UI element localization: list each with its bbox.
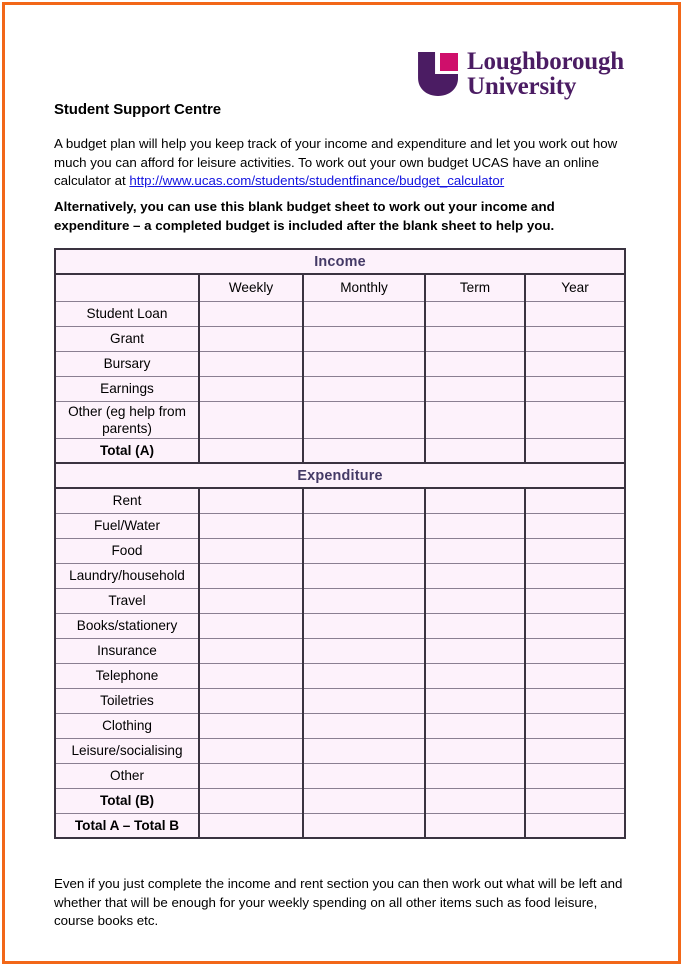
cell-monthly[interactable] <box>303 763 425 788</box>
table-row <box>55 613 625 638</box>
table-row <box>55 513 625 538</box>
cell-term[interactable] <box>425 538 525 563</box>
table-row <box>55 738 625 763</box>
cell-weekly[interactable] <box>199 688 303 713</box>
cell-term[interactable] <box>425 351 525 376</box>
page-title: Student Support Centre <box>54 101 221 118</box>
table-row <box>55 688 625 713</box>
row-label: Travel <box>55 588 199 613</box>
row-label: Earnings <box>55 376 199 401</box>
cell-monthly[interactable] <box>303 738 425 763</box>
table-row <box>55 326 625 351</box>
cell-monthly[interactable] <box>303 326 425 351</box>
table-row <box>55 763 625 788</box>
cell-monthly[interactable] <box>303 613 425 638</box>
cell-term[interactable] <box>425 563 525 588</box>
cell-year[interactable] <box>525 788 625 813</box>
cell-year[interactable] <box>525 688 625 713</box>
row-label: Laundry/household <box>55 563 199 588</box>
loughborough-university-logo <box>418 49 624 99</box>
table-row <box>55 351 625 376</box>
cell-term[interactable] <box>425 613 525 638</box>
cell-term[interactable] <box>425 376 525 401</box>
expenditure-section-heading: Expenditure <box>55 463 625 488</box>
cell-monthly[interactable] <box>303 301 425 326</box>
cell-year[interactable] <box>525 663 625 688</box>
cell-monthly[interactable] <box>303 376 425 401</box>
row-label: Total A – Total B <box>55 813 199 838</box>
cell-year[interactable] <box>525 538 625 563</box>
table-row <box>55 488 625 513</box>
cell-weekly[interactable] <box>199 438 303 463</box>
cell-year[interactable] <box>525 513 625 538</box>
cell-term[interactable] <box>425 488 525 513</box>
table-row <box>55 301 625 326</box>
cell-monthly[interactable] <box>303 788 425 813</box>
footer-paragraph: Even if you just complete the income and rent section you can then work out what will be left and whether that will be enough for your weekly spending on all other items such as food leisure, course books etc. <box>54 876 623 929</box>
row-label: Food <box>55 538 199 563</box>
alternative-note: Alternatively, you can use this blank budget sheet to work out your income and expenditure – a completed budget is included after the blank sheet to help you. <box>54 199 555 233</box>
cell-term[interactable] <box>425 301 525 326</box>
cell-weekly[interactable] <box>199 613 303 638</box>
cell-term[interactable] <box>425 326 525 351</box>
table-row <box>55 713 625 738</box>
cell-term[interactable] <box>425 588 525 613</box>
intro-text: A budget plan will help you keep track of your income and expenditure and let you work out how much you can afford for leisure activities. To work out your own budget UCAS have an online calculator at <box>54 136 618 189</box>
cell-term[interactable] <box>425 638 525 663</box>
logo-line-1: Loughborough <box>467 48 624 75</box>
row-label: Bursary <box>55 351 199 376</box>
cell-year[interactable] <box>525 301 625 326</box>
expenditure-section-header-row <box>55 463 625 488</box>
cell-monthly[interactable] <box>303 663 425 688</box>
cell-term[interactable] <box>425 513 525 538</box>
cell-weekly[interactable] <box>199 513 303 538</box>
table-row-total-difference <box>55 813 625 838</box>
cell-year[interactable] <box>525 563 625 588</box>
cell-weekly[interactable] <box>199 351 303 376</box>
cell-term[interactable] <box>425 401 525 438</box>
cell-monthly[interactable] <box>303 538 425 563</box>
cell-term[interactable] <box>425 663 525 688</box>
cell-year[interactable] <box>525 713 625 738</box>
cell-weekly[interactable] <box>199 401 303 438</box>
cell-weekly[interactable] <box>199 538 303 563</box>
cell-term[interactable] <box>425 713 525 738</box>
table-row <box>55 663 625 688</box>
column-header-weekly: Weekly <box>199 274 303 301</box>
square-accent-icon <box>440 53 458 71</box>
cell-weekly[interactable] <box>199 713 303 738</box>
row-label: Other (eg help from parents) <box>55 401 199 438</box>
cell-year[interactable] <box>525 326 625 351</box>
page-frame <box>2 2 681 964</box>
row-label: Other <box>55 763 199 788</box>
cell-year[interactable] <box>525 613 625 638</box>
cell-weekly[interactable] <box>199 301 303 326</box>
table-row <box>55 563 625 588</box>
cell-year[interactable] <box>525 351 625 376</box>
column-header-row <box>55 274 625 301</box>
table-row-total-a <box>55 438 625 463</box>
row-label: Total (B) <box>55 788 199 813</box>
row-label: Books/stationery <box>55 613 199 638</box>
cell-year[interactable] <box>525 763 625 788</box>
cell-weekly[interactable] <box>199 763 303 788</box>
cell-monthly[interactable] <box>303 588 425 613</box>
cell-year[interactable] <box>525 401 625 438</box>
column-header-monthly: Monthly <box>303 274 425 301</box>
table-row <box>55 376 625 401</box>
ucas-budget-calculator-link[interactable]: http://www.ucas.com/students/studentfinance/budget_calculator <box>129 173 505 189</box>
cell-year[interactable] <box>525 438 625 463</box>
cell-term[interactable] <box>425 813 525 838</box>
cell-term[interactable] <box>425 688 525 713</box>
column-header-blank <box>55 274 199 301</box>
column-header-term: Term <box>425 274 525 301</box>
cell-weekly[interactable] <box>199 376 303 401</box>
cell-monthly[interactable] <box>303 401 425 438</box>
cell-weekly[interactable] <box>199 663 303 688</box>
cell-weekly[interactable] <box>199 738 303 763</box>
row-label: Leisure/socialising <box>55 738 199 763</box>
cell-term[interactable] <box>425 738 525 763</box>
cell-year[interactable] <box>525 813 625 838</box>
cell-year[interactable] <box>525 738 625 763</box>
cell-monthly[interactable] <box>303 488 425 513</box>
cell-term[interactable] <box>425 763 525 788</box>
intro-paragraph <box>54 135 620 191</box>
table-row <box>55 538 625 563</box>
cell-monthly[interactable] <box>303 688 425 713</box>
cell-year[interactable] <box>525 376 625 401</box>
row-label: Total (A) <box>55 438 199 463</box>
cell-term[interactable] <box>425 788 525 813</box>
row-label: Toiletries <box>55 688 199 713</box>
cell-weekly[interactable] <box>199 588 303 613</box>
row-label: Fuel/Water <box>55 513 199 538</box>
cell-weekly[interactable] <box>199 326 303 351</box>
income-section-header-row <box>55 249 625 274</box>
row-label: Rent <box>55 488 199 513</box>
logo-text <box>467 49 624 99</box>
table-row-total-b <box>55 788 625 813</box>
cell-weekly[interactable] <box>199 788 303 813</box>
row-label: Grant <box>55 326 199 351</box>
cell-year[interactable] <box>525 488 625 513</box>
logo-line-2: University <box>467 73 577 100</box>
cell-weekly[interactable] <box>199 813 303 838</box>
table-row <box>55 588 625 613</box>
cell-weekly[interactable] <box>199 638 303 663</box>
row-label: Student Loan <box>55 301 199 326</box>
cell-monthly[interactable] <box>303 438 425 463</box>
table-row <box>55 401 625 438</box>
cell-weekly[interactable] <box>199 488 303 513</box>
cell-monthly[interactable] <box>303 638 425 663</box>
cell-year[interactable] <box>525 588 625 613</box>
cell-monthly[interactable] <box>303 713 425 738</box>
row-label: Insurance <box>55 638 199 663</box>
page-content <box>54 5 624 961</box>
cell-monthly[interactable] <box>303 351 425 376</box>
table-row <box>55 638 625 663</box>
row-label: Telephone <box>55 663 199 688</box>
budget-table <box>54 248 626 839</box>
cell-monthly[interactable] <box>303 563 425 588</box>
shield-icon <box>418 52 458 96</box>
income-section-heading: Income <box>55 249 625 274</box>
row-label: Clothing <box>55 713 199 738</box>
cell-year[interactable] <box>525 638 625 663</box>
cell-monthly[interactable] <box>303 813 425 838</box>
column-header-year: Year <box>525 274 625 301</box>
cell-term[interactable] <box>425 438 525 463</box>
cell-monthly[interactable] <box>303 513 425 538</box>
cell-weekly[interactable] <box>199 563 303 588</box>
